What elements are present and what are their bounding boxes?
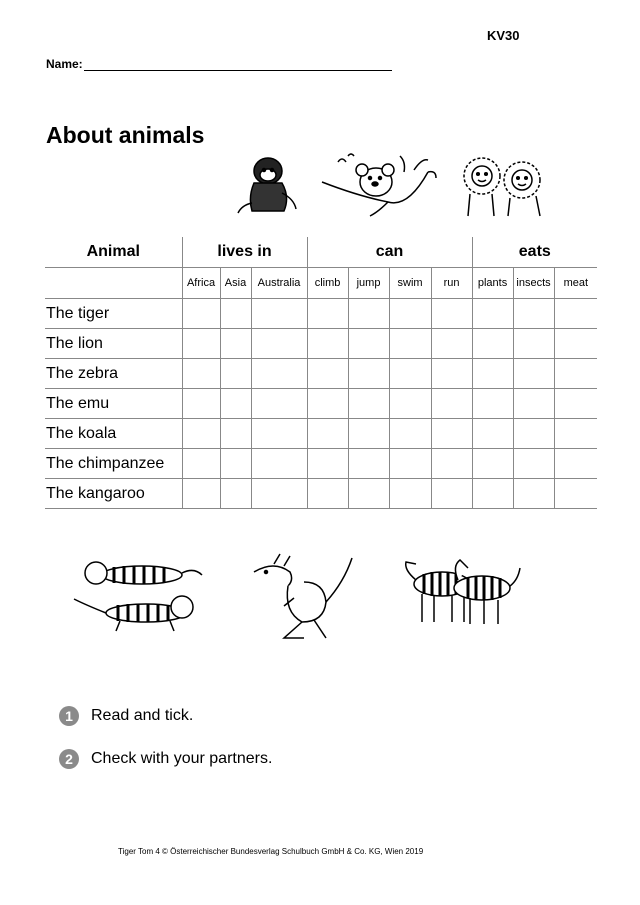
tick-cell-asia[interactable] — [220, 329, 251, 359]
header-lives-in: lives in — [182, 237, 307, 268]
tick-cell-climb[interactable] — [307, 359, 348, 389]
header-animal: Animal — [45, 237, 182, 268]
tick-cell-australia[interactable] — [251, 449, 307, 479]
name-line[interactable] — [84, 57, 392, 71]
group-header-row — [45, 237, 597, 268]
animal-label: The tiger — [45, 299, 182, 329]
kangaroo-icon — [244, 552, 356, 642]
tick-cell-insects[interactable] — [513, 419, 554, 449]
tick-cell-jump[interactable] — [348, 479, 389, 509]
task-text-2: Check with your partners. — [91, 750, 273, 767]
tick-cell-climb[interactable] — [307, 479, 348, 509]
tick-cell-plants[interactable] — [472, 389, 513, 419]
tick-cell-plants[interactable] — [472, 419, 513, 449]
footer-copyright: Tiger Tom 4 © Österreichischer Bundesverlag Schulbuch GmbH & Co. KG, Wien 2019 — [118, 847, 424, 856]
sub-header-africa: Africa — [182, 268, 220, 299]
tick-cell-run[interactable] — [431, 449, 472, 479]
tick-cell-jump[interactable] — [348, 329, 389, 359]
tick-cell-swim[interactable] — [389, 359, 431, 389]
tick-cell-climb[interactable] — [307, 419, 348, 449]
animal-label: The koala — [45, 419, 182, 449]
tick-cell-run[interactable] — [431, 479, 472, 509]
page-title: About animals — [46, 122, 205, 148]
animal-label: The zebra — [45, 359, 182, 389]
tick-cell-asia[interactable] — [220, 419, 251, 449]
tick-cell-swim[interactable] — [389, 449, 431, 479]
tick-cell-australia[interactable] — [251, 419, 307, 449]
lions-icon — [452, 152, 552, 218]
animals-table — [45, 237, 597, 509]
tick-cell-swim[interactable] — [389, 479, 431, 509]
tick-cell-meat[interactable] — [554, 419, 597, 449]
name-field[interactable] — [46, 57, 392, 71]
tick-cell-africa[interactable] — [182, 449, 220, 479]
tick-cell-plants[interactable] — [472, 449, 513, 479]
header-eats: eats — [472, 237, 597, 268]
task-number-1: 1 — [59, 706, 79, 726]
tick-cell-climb[interactable] — [307, 449, 348, 479]
tick-cell-asia[interactable] — [220, 389, 251, 419]
tigers-icon — [70, 555, 206, 635]
tick-cell-swim[interactable] — [389, 389, 431, 419]
sub-header-blank — [45, 268, 182, 299]
task-text-1: Read and tick. — [91, 707, 194, 724]
tick-cell-swim[interactable] — [389, 419, 431, 449]
tick-cell-insects[interactable] — [513, 479, 554, 509]
tick-cell-australia[interactable] — [251, 359, 307, 389]
tick-cell-meat[interactable] — [554, 329, 597, 359]
tick-cell-climb[interactable] — [307, 389, 348, 419]
tick-cell-swim[interactable] — [389, 329, 431, 359]
tick-cell-insects[interactable] — [513, 359, 554, 389]
sub-header-climb: climb — [307, 268, 348, 299]
animal-label: The kangaroo — [45, 479, 182, 509]
tick-cell-climb[interactable] — [307, 329, 348, 359]
task-number-2: 2 — [59, 749, 79, 769]
table-row — [45, 419, 597, 449]
tick-cell-meat[interactable] — [554, 389, 597, 419]
chimpanzee-icon — [234, 153, 300, 217]
tick-cell-insects[interactable] — [513, 299, 554, 329]
tick-cell-asia[interactable] — [220, 359, 251, 389]
tick-cell-australia[interactable] — [251, 389, 307, 419]
tick-cell-climb[interactable] — [307, 299, 348, 329]
table-row — [45, 389, 597, 419]
table-row — [45, 449, 597, 479]
tick-cell-australia[interactable] — [251, 299, 307, 329]
tick-cell-meat[interactable] — [554, 449, 597, 479]
sub-header-jump: jump — [348, 268, 389, 299]
tick-cell-meat[interactable] — [554, 299, 597, 329]
sub-header-swim: swim — [389, 268, 431, 299]
zebras-icon — [398, 550, 524, 630]
table-row — [45, 299, 597, 329]
tick-cell-plants[interactable] — [472, 479, 513, 509]
header-can: can — [307, 237, 472, 268]
tick-cell-run[interactable] — [431, 329, 472, 359]
table-row — [45, 479, 597, 509]
tick-cell-jump[interactable] — [348, 299, 389, 329]
tick-cell-asia[interactable] — [220, 299, 251, 329]
sub-header-insects: insects — [513, 268, 554, 299]
animal-label: The emu — [45, 389, 182, 419]
tick-cell-africa[interactable] — [182, 389, 220, 419]
tick-cell-asia[interactable] — [220, 449, 251, 479]
tick-cell-jump[interactable] — [348, 449, 389, 479]
task-1 — [59, 706, 193, 726]
tick-cell-meat[interactable] — [554, 359, 597, 389]
task-2 — [59, 749, 272, 769]
table-row — [45, 329, 597, 359]
tick-cell-run[interactable] — [431, 389, 472, 419]
sub-header-row — [45, 268, 597, 299]
tick-cell-jump[interactable] — [348, 419, 389, 449]
sub-header-plants: plants — [472, 268, 513, 299]
animal-label: The lion — [45, 329, 182, 359]
tick-cell-run[interactable] — [431, 419, 472, 449]
tick-cell-jump[interactable] — [348, 359, 389, 389]
tick-cell-swim[interactable] — [389, 299, 431, 329]
tick-cell-insects[interactable] — [513, 329, 554, 359]
sub-header-run: run — [431, 268, 472, 299]
tick-cell-run[interactable] — [431, 359, 472, 389]
tick-cell-run[interactable] — [431, 299, 472, 329]
koala-icon — [318, 152, 438, 218]
tick-cell-africa[interactable] — [182, 419, 220, 449]
tick-cell-plants[interactable] — [472, 329, 513, 359]
tick-cell-plants[interactable] — [472, 299, 513, 329]
tick-cell-australia[interactable] — [251, 329, 307, 359]
tick-cell-africa[interactable] — [182, 299, 220, 329]
tick-cell-meat[interactable] — [554, 479, 597, 509]
name-label: Name: — [46, 57, 83, 71]
tick-cell-africa[interactable] — [182, 329, 220, 359]
tick-cell-plants[interactable] — [472, 359, 513, 389]
animal-label: The chimpanzee — [45, 449, 182, 479]
table-row — [45, 359, 597, 389]
sub-header-australia: Australia — [251, 268, 307, 299]
tick-cell-asia[interactable] — [220, 479, 251, 509]
tick-cell-australia[interactable] — [251, 479, 307, 509]
sub-header-meat: meat — [554, 268, 597, 299]
tick-cell-africa[interactable] — [182, 359, 220, 389]
tick-cell-insects[interactable] — [513, 449, 554, 479]
sub-header-asia: Asia — [220, 268, 251, 299]
tick-cell-insects[interactable] — [513, 389, 554, 419]
tick-cell-africa[interactable] — [182, 479, 220, 509]
tick-cell-jump[interactable] — [348, 389, 389, 419]
worksheet-code: KV30 — [487, 28, 520, 43]
